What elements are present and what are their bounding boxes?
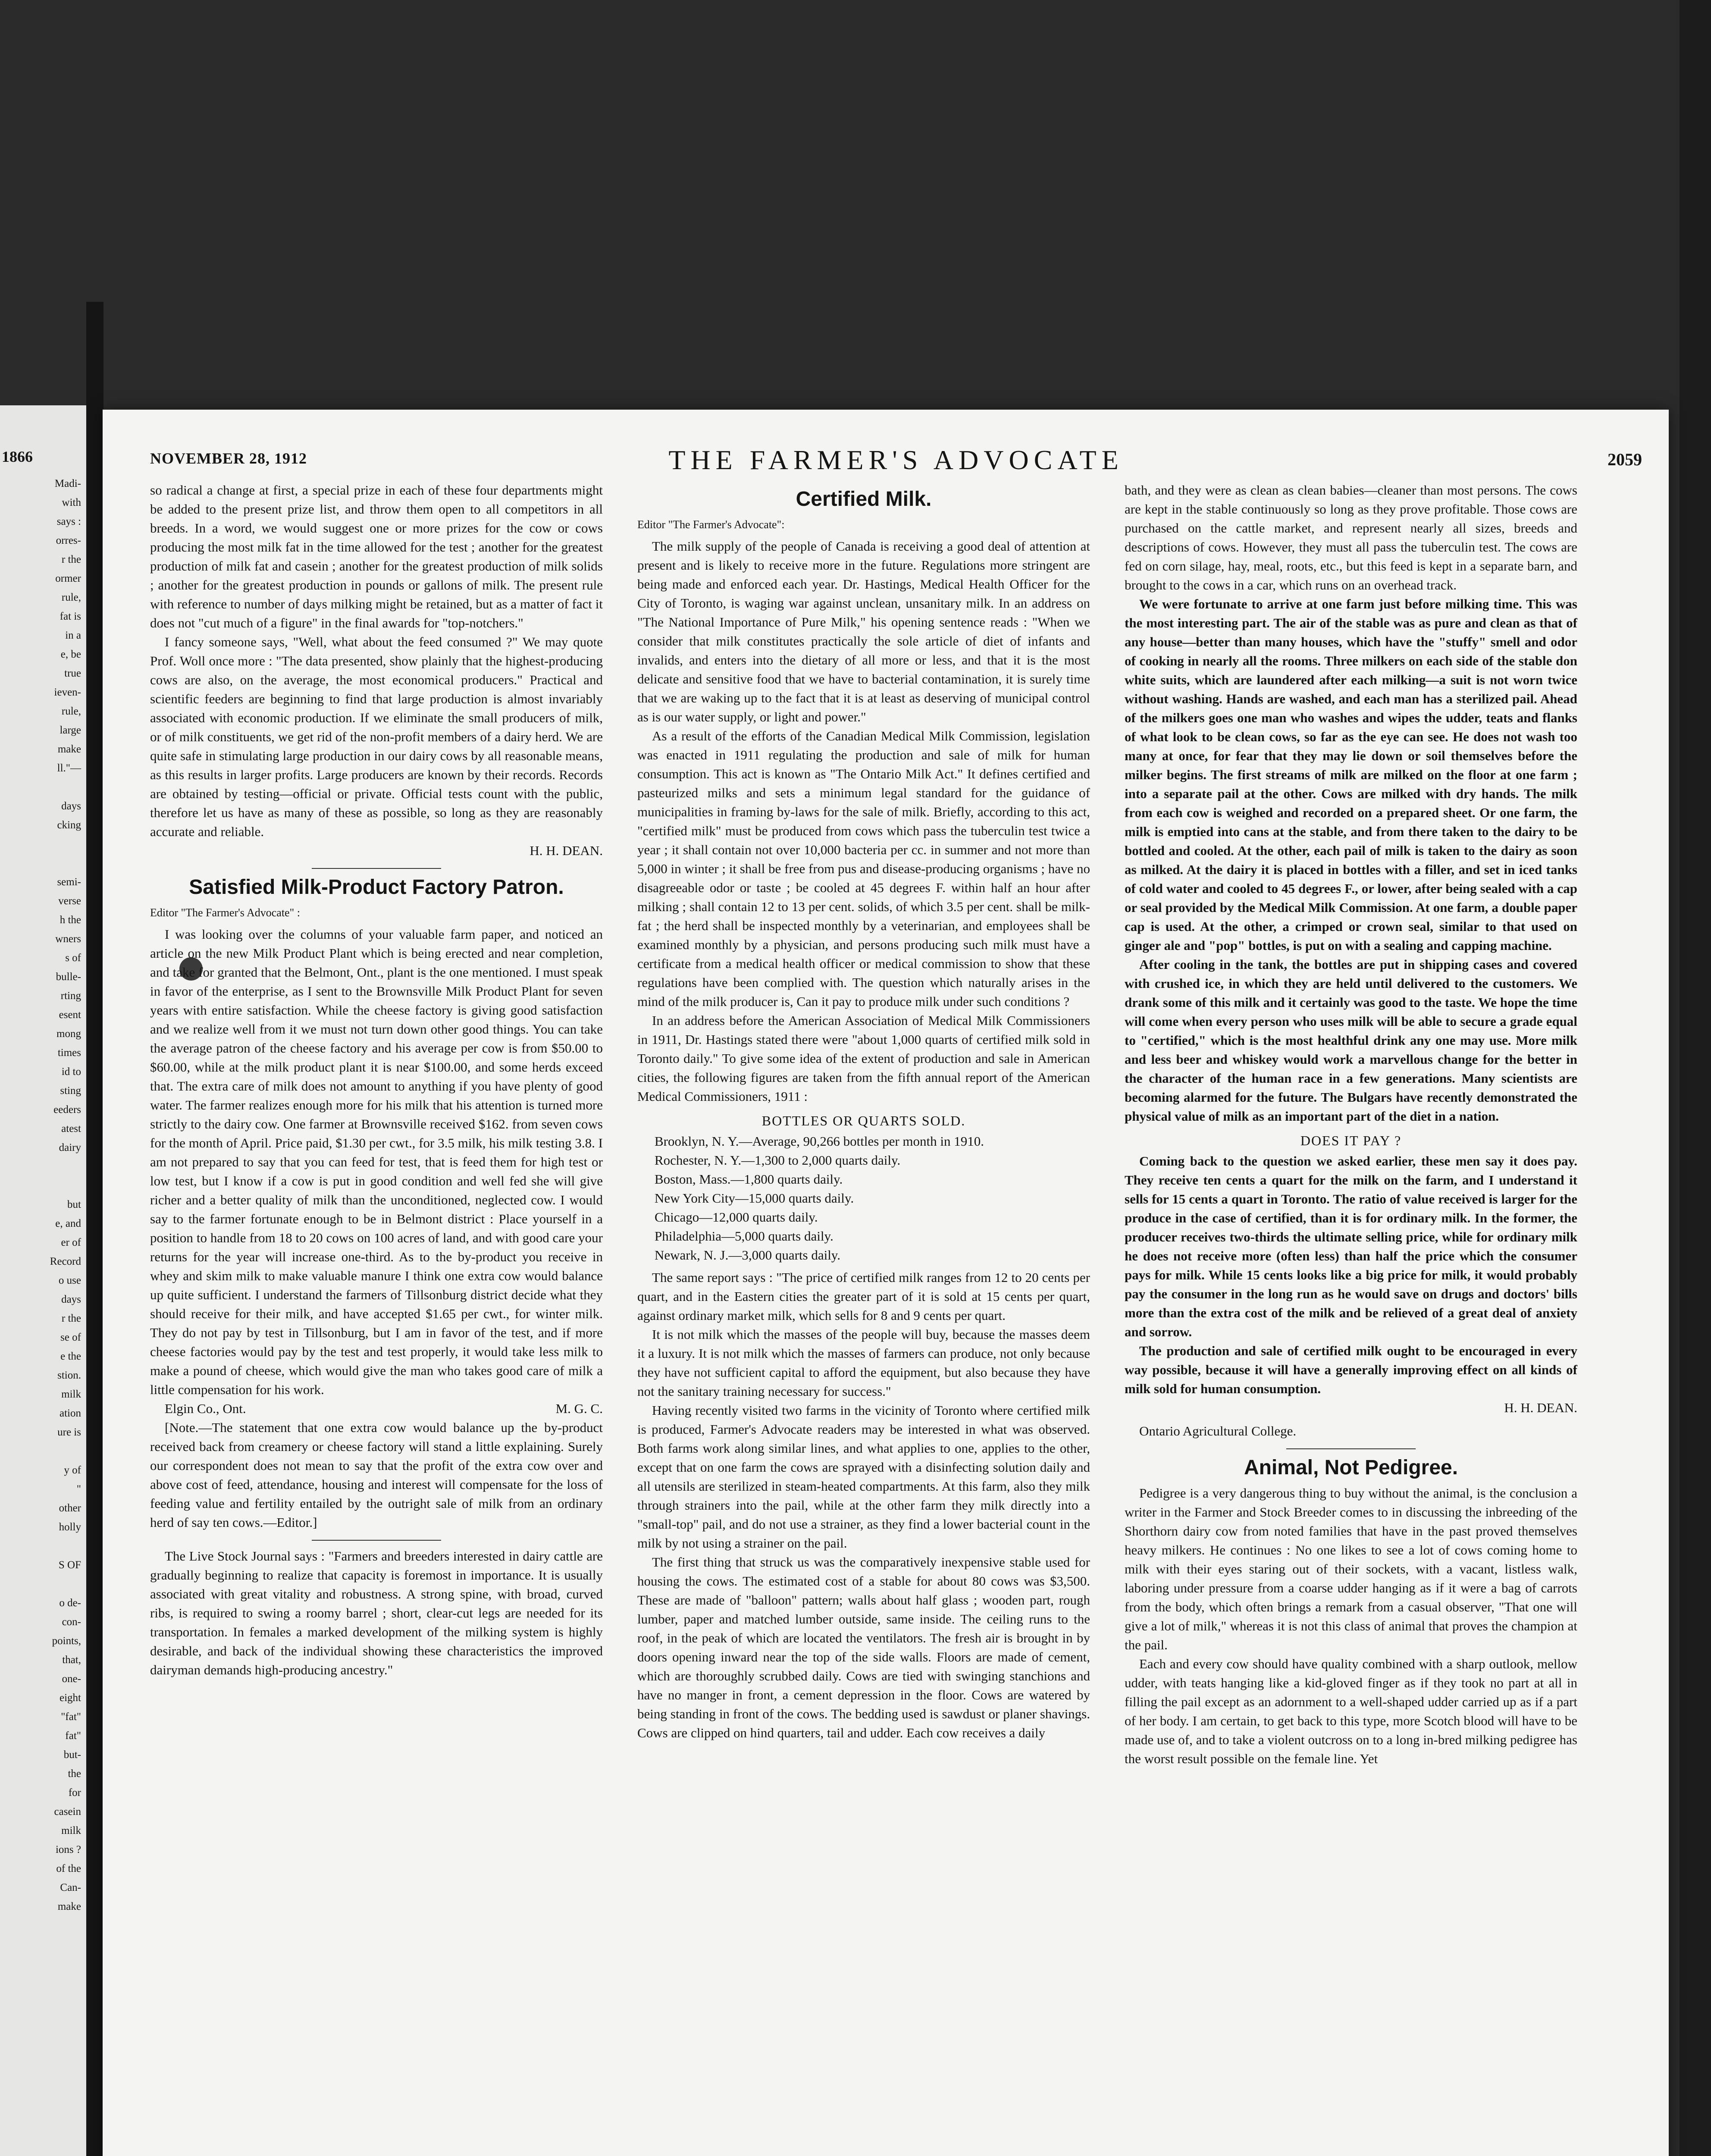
list-item: Boston, Mass.—1,800 quarts daily. [655, 1172, 843, 1187]
letter-signoff [150, 1399, 603, 1418]
adjacent-page-fragment-line: Madi- [54, 478, 81, 489]
article-headline-satisfied-patron: Satisfied Milk-Product Factory Patron. [189, 876, 564, 899]
section-divider [312, 868, 441, 869]
adjacent-page-fragment-line: in a [65, 630, 81, 641]
article-paragraph: Each and every cow should have quality combined with a sharp outlook, mellow udder, with teats hanging like a kid-gloved finger as if they took no part at all in filling the pail except as an adornment to a well-shaped udder carried up as if a part of her body. I am certain, to get back to this type, more Scotch blood will have to be made use of, and to take a violent outcross on to a long in-bred milking pedigree has the worst result possible on the female line. Yet [1125, 1656, 1577, 1766]
adjacent-page-fragment-line: fat" [65, 1730, 81, 1742]
author-location: Elgin Co., Ont. [165, 1401, 246, 1416]
adjacent-page-fragment-line: cking [57, 819, 81, 831]
adjacent-page-fragment-line: "fat" [61, 1711, 81, 1723]
adjacent-page-fragment-line: e, and [55, 1218, 81, 1229]
adjacent-page-fragment-line: milk [61, 1825, 81, 1836]
adjacent-page-fragment-line: days [61, 800, 81, 812]
adjacent-page-fragment-line: points, [52, 1635, 81, 1647]
adjacent-page-fragment-line: rule, [61, 592, 81, 603]
article-paragraph: It is not milk which the masses of the people will buy, because the masses deem it a luxury. It is not milk which the masses of farmers can produce, not only because they have not sufficient capital to afford the equipment, but also because they have not the sanitary training necessary for success." [637, 1327, 1090, 1399]
article-headline-certified-milk: Certified Milk. [796, 488, 932, 511]
adjacent-page-fragment-line: se of [60, 1332, 81, 1343]
adjacent-page-fragment-line: r the [61, 554, 81, 565]
adjacent-page-fragment-line: make [57, 1901, 81, 1912]
adjacent-page-fragment-line: ation [60, 1407, 81, 1419]
editor-note: [Note.—The statement that one extra cow would balance up the by-product received back from creamery or cheese factory will stand a little explaining. Surely our correspondent does not mean to say that the profit of the extra cow over and above cost of feed, attendance, housing and interest will compensate for the loss of feeding value and fertility entailed by the outright sale of milk from an ordinary herd of say ten cows.—Editor.] [150, 1420, 603, 1530]
adjacent-page-fragment-line: ure is [57, 1426, 81, 1438]
adjacent-page-fragment-line: dairy [59, 1142, 81, 1153]
article-paragraph: After cooling in the tank, the bottles are put in shipping cases and covered with crushed ice, in which they are held until delivered to the customers. We drank some of this milk and it certainly was good to the taste. We hope the time will come when every person who uses milk will be able to secure a grade equal to "certified," which is the most healthful drink any one may use. More milk and less beer and whiskey would work a marvellous change for the better in the character of the human race in a few generations. Many scientists are becoming alarmed for the future. The Bulgars have recently demonstrated the physical value of milk as an important part of the diet in a nation. [1125, 957, 1577, 1124]
adjacent-page-fragment-line: " [76, 1483, 81, 1495]
page-gutter [86, 302, 103, 2156]
section-subheading: DOES IT PAY ? [1300, 1133, 1402, 1148]
adjacent-page-fragment [0, 405, 86, 2156]
sales-figures-list [637, 1132, 1090, 1265]
adjacent-page-fragment-line: Record [50, 1256, 81, 1267]
author-signature: H. H. DEAN. [530, 843, 603, 858]
adjacent-page-fragment-line: but- [63, 1749, 81, 1761]
adjacent-page-fragment-line: true [64, 667, 81, 679]
adjacent-page-fragment-line: says : [56, 516, 81, 527]
issue-date: NOVEMBER 28, 1912 [150, 450, 307, 467]
adjacent-page-fragment-line: ieven- [54, 686, 81, 698]
list-item: Brooklyn, N. Y.—Average, 90,266 bottles per month in 1910. [655, 1134, 984, 1149]
adjacent-page-fragment-line: o de- [59, 1597, 81, 1609]
adjacent-page-fragment-line: for [68, 1787, 81, 1799]
adjacent-page-fragment-line: y of [64, 1464, 81, 1476]
section-divider [1286, 1448, 1416, 1449]
article-paragraph: Coming back to the question we asked earlier, these men say it does pay. They receive ten cents a quart for the milk on the farm, and I understand it sells for 15 cents a quart in Toronto. The ratio of value received is larger for the produce in the case of certified, than it is for ordinary milk. In the former, the producer receives two-thirds the ultimate selling price, while for ordinary milk he does not receive more (often less) than half the price which the consumer pays for milk. While 15 cents looks like a big price for milk, it would probably pay the consumer in the long run as he would save on drugs and doctors' bills more than the extra cost of the milk and be relieved of a great deal of anxiety and sorrow. [1125, 1153, 1577, 1339]
masthead-title: THE FARMER'S ADVOCATE [668, 445, 1124, 475]
adjacent-page-fragment-line: make [57, 743, 81, 755]
adjacent-page-fragment-line: ions ? [55, 1844, 81, 1855]
article-paragraph: As a result of the efforts of the Canadian Medical Milk Commission, legislation was enacted in 1911 regulating the production and sale of milk for human consumption. This act is known as "The Ontario Milk Act." It defines certified and pasteurized milks and sets a minimum legal standard for the guidance of municipalities in framing by-laws for the sale of milk. Briefly, according to this act, "certified milk" must be produced from cows which pass the tuberculin test twice a year ; it shall contain not over 10,000 bacteria per cc. in summer and not more than 5,000 in winter ; it shall be free from pus and disease-producing organisms ; have no disagreeable odor or taste ; be cooled at 45 degrees F. within half an hour after milking ; shall contain 12 to 13 per cent. solids, of which 3.5 per cent. shall be milk-fat ; the herd shall be inspected monthly by a veterinarian, and employees shall be examined monthly by a physician, and persons producing such milk must have a certificate from a medical health officer or medical commission to show that these regulations have been complied with. The question which naturally arises in the mind of the milk producer is, Can it pay to produce milk under such conditions ? [637, 728, 1090, 1009]
adjacent-page-fragment-line: rule, [61, 705, 81, 717]
article-paragraph: In an address before the American Association of Medical Milk Commissioners in 1911, Dr. Hastings stated there were "about 1,000 quarts of certified milk sold in Toronto daily." To give some idea of the extent of production and sale in American cities, the following figures are taken from the fifth annual report of the American Medical Commissioners, 1911 : [637, 1013, 1090, 1104]
article-paragraph: I fancy someone says, "Well, what about the feed consumed ?" We may quote Prof. Woll once more : "The data presented, show plainly that the highest-producing cows are also, on the average, the most economical producers." Practical and scientific feeders are beginning to find that large production is almost invariably associated with economic production. If we eliminate the small producers of milk, or of milk constituents, we get rid of the non-profit members of a dairy herd. We are quite safe in stimulating large production in our dairy cows by all reasonable means, as this results in larger profits. Large producers are known by their records. Records are obtained by testing—official or private. Official tests count with the public, therefore let us have as many of these as possible, so long as they are reasonably accurate and reliable. [150, 634, 603, 839]
adjacent-page-fragment-line: orres- [56, 535, 81, 546]
article-paragraph: Pedigree is a very dangerous thing to buy without the animal, is the conclusion a writer in the Farmer and Stock Breeder comes to in discussing the inbreeding of the Shorthorn dairy cow from noted families that have in the past proved themselves heavy milkers. He continues : No one likes to see a lot of cows coming home to milk with their eyes staring out of their sockets, with a vacant, listless walk, laboring under pressure from a coarse udder hanging as if it were a bag of carrots from the body, which often brings a remark from a casual observer, "That one will give a lot of milk," whereas it is not this class of animal that proves the champion at the pail. [1125, 1485, 1577, 1652]
author-signature: H. H. DEAN. [1504, 1400, 1577, 1415]
adjacent-page-fragment-line: id to [61, 1066, 81, 1078]
article-paragraph: We were fortunate to arrive at one farm just before milking time. This was the most interesting part. The air of the stable was as pure and clean as that of any house—better than many houses, which have the "stuffy" smell and odor of cooking in nearly all the rooms. Three milkers on each side of the stable don white suits, which are laundered after each milking—a suit is not worn twice without washing. Hands are washed, and each man has a sterilized pail. Ahead of the milkers goes one man who washes and wipes the udder, teats and flanks of what look to be clean cows, so far as the eye can see. He does not wash too many at once, for fear that they may lie down or soil themselves before the milker begins. The first streams of milk are milked on the floor at one farm ; into a separate pail at the other. Cows are milked with dry hands. The milk from each cow is weighed and recorded on a prepared sheet. Or one farm, the milk is emptied into cans at the stable, and from there taken to the dairy to be bottled and cooled. At the other, each pail of milk is taken to the dairy as soon as milked. At the dairy it is placed in bottles with a filler, and set in iced tanks of cold water and cooled to 45 degrees F., or lower, after being sealed with a cap or seal provided by the Medical Milk Commission. At one farm, a double paper cap is used. At the other, a crimped or crown seal, similar to that used on ginger ale and "pop" bottles, is put on with a sealing and capping machine. [1125, 596, 1577, 953]
adjacent-page-fragment-line: stion. [57, 1369, 81, 1381]
letter-salutation: Editor "The Farmer's Advocate" : [150, 906, 300, 919]
adjacent-page-fragment-line: times [57, 1047, 81, 1059]
letter-salutation: Editor "The Farmer's Advocate": [637, 518, 785, 531]
adjacent-page-fragment-line: verse [58, 895, 81, 907]
adjacent-page-fragment-line: e, be [60, 649, 81, 660]
author-affiliation: Ontario Agricultural College. [1139, 1423, 1297, 1438]
adjacent-page-fragment-line: but [67, 1199, 81, 1210]
adjacent-page-fragment-line: the [68, 1768, 81, 1780]
adjacent-page-fragment-line: that, [62, 1654, 81, 1666]
adjacent-page-fragment-line: of the [56, 1863, 81, 1874]
column-middle [637, 481, 1090, 1742]
article-paragraph: bath, and they were as clean as clean babies—cleaner than most persons. The cows are kept in the stable continuously so long as they prove profitable. Those cows are purchased on the cattle market, and represent nearly all sizes, breeds and descriptions of cows. However, they must all pass the tuberculin test. The cows are fed on corn silage, hay, meal, roots, etc., but this feed is kept in a separate barn, and brought to the cows in a car, which runs on an overhead track. [1125, 483, 1577, 592]
page-number: 2059 [1608, 450, 1642, 469]
adjacent-page-fragment-line: esent [59, 1009, 81, 1021]
adjacent-page-fragment-line: ormer [55, 573, 81, 584]
adjacent-page-fragment-line: rting [60, 990, 81, 1002]
adjacent-page-fragment-line: r the [61, 1313, 81, 1324]
adjacent-page-fragment-line: mong [56, 1028, 81, 1040]
adjacent-page-fragment-line: milk [61, 1388, 81, 1400]
adjacent-page-fragment-line: s of [65, 952, 81, 964]
column-right [1125, 481, 1577, 1768]
adjacent-page-fragment-line: eight [60, 1692, 81, 1704]
article-headline-animal-not-pedigree: Animal, Not Pedigree. [1244, 1456, 1458, 1479]
article-paragraph: I was looking over the columns of your valuable farm paper, and noticed an article on the new Milk Product Plant which is being erected and near completion, and take for granted that the Belmont, Ont., plant is the one mentioned. I must speak in favor of the enterprise, as I sent to the Brownsville Milk Product Plant for seven years with entire satisfaction. While the cheese factory is giving good satisfaction and we realize well from it we must not turn down other good things. You can take the average patron of the cheese factory and his average per cow is from $50.00 to $60.00, while at the milk product plant it is near $100.00, and some herds exceed that. The extra care of milk does not amount to anything if you have plenty of good water. The farmer realizes enough more for his milk that his attention is turned more strictly to the dairy cow. One farmer at Brownsville received $162. from seven cows for the month of April. Price paid, $1.30 per cwt., for 3.5 milk, his milk testing 3.8. I am not prepared to say that you can feed for test, that is feed them for high test or low test, but I know if a cow is put in good condition and well fed she will give richer and a better quality of milk than the unconditioned, neglected cow. I would say to the farmer fortunate enough to be in Belmont district : Place yourself in a position to handle from 18 to 20 cows on 100 acres of land, and with good care your returns for the year will increase one-third. As to the by-product you receive in whey and skim milk to make valuable manure I think one extra cow would balance up quite sufficient. I understand the farmers of Tillsonburg district decide what they should receive for their milk, and have accepted $1.65 per cwt., for winter milk. They do not pay by test in Tillsonburg, but I am in favor of the test, and if more cheese factories would pay by the test and test properly, it would take less milk to make a pound of cheese, which would give the man who takes good care of milk a little compensation for his work. [150, 927, 603, 1397]
article-paragraph: so radical a change at first, a special prize in each of these four departments might be added to the present prize list, and throw them open to all competitors in all breeds. In a word, we would suggest one or more prizes for the cow or cows producing the most milk fat in the time allowed for the test ; another for the greatest production of milk fat and casein ; another for the greatest production of milk solids ; another for the greatest production in pounds or gallons of milk. The present rule with reference to number of days milking might be retained, but as a matter of fact it does not "cut much of a figure" in the final awards for "top-notchers." [150, 483, 603, 630]
newspaper-page [103, 410, 1669, 2156]
article-paragraph: The first thing that struck us was the comparatively inexpensive stable used for housing the cows. The estimated cost of a stable for about 80 cows was $3,500. These are made of "balloon" pattern; walls about half glass ; wooden part, rough lumber, paper and matched lumber outside, same inside. The ceiling runs to the roof, in the peak of which are located the ventilators. The fresh air is brought in by doors opening inward near the top of the side walls. Floors are made of cement, which are thoroughly scrubbed daily. Cows are tied with swinging stanchions and have no manger in front, a cement depression in the floor. Cows are watered by being standing in front of the cows. The bedding used is sawdust or planer shavings. Cows are clipped on hind quarters, tail and udder. Each cow receives a daily [637, 1554, 1090, 1740]
adjacent-page-fragment-line: er of [61, 1237, 81, 1248]
article-paragraph: The same report says : "The price of certified milk ranges from 12 to 20 cents per quart, and in the Eastern cities the greater part of it is sold at 15 cents per quart, against ordinary market milk, which sells for 8 and 9 cents per quart. [637, 1270, 1090, 1323]
adjacent-page-fragment-line: o use [58, 1275, 81, 1286]
section-divider [312, 1540, 441, 1541]
list-item: New York City—15,000 quarts daily. [655, 1191, 854, 1206]
adjacent-page-fragment-line: sting [60, 1085, 81, 1097]
adjacent-page-fragment-line: atest [61, 1123, 81, 1134]
adjacent-page-fragment-line: h the [60, 914, 81, 926]
adjacent-page-fragment-line: wners [55, 933, 81, 945]
adjacent-page-fragment-line: casein [54, 1806, 81, 1818]
column-left [150, 481, 603, 1680]
list-item: Chicago—12,000 quarts daily. [655, 1210, 818, 1225]
section-subheading: BOTTLES OR QUARTS SOLD. [761, 1113, 966, 1128]
adjacent-page-fragment-line: fat is [60, 611, 81, 622]
article-paragraph: The milk supply of the people of Canada is receiving a good deal of attention at present and is likely to receive more in the future. Regulations more stringent are being made and enforced each year. Dr. Hastings, Medical Health Officer for the City of Toronto, is waging war against unclean, unsanitary milk. In an address on "The National Importance of Pure Milk," his opening sentence reads : "When we consider that milk constitutes practically the sole article of diet of infants and invalids, and enters into the dietary of all more or less, and that it is the most delicate and sensitive food that we have to bacterial contamination, it is surely time that we are waking up to the fact that it is at least as deserving of municipal control as is our water supply, or light and power." [637, 539, 1090, 724]
adjacent-page-fragment-line: other [59, 1502, 81, 1514]
running-head [150, 444, 1642, 479]
adjacent-page-fragment-line: eeders [53, 1104, 81, 1116]
author-initials: M. G. C. [555, 1401, 603, 1416]
adjacent-page-fragment-line: one- [62, 1673, 81, 1685]
adjacent-page-fragment-line: days [61, 1294, 81, 1305]
article-paragraph: Having recently visited two farms in the vicinity of Toronto where certified milk is produced, Farmer's Advocate readers may be interested in what was observed. Both farms work along similar lines, and what applies to one, applies to the other, except that on one farm the cows are sprayed with a disinfecting solution daily and all utensils are sterilized in steam-heated compartments. At this farm, also they milk through strainers into the pail, while at the other farm they milk directly into a "small-top" pail, and do not use a strainer, as they find a lower bacterial count in the milk by not using a strainer on the pail. [637, 1403, 1090, 1551]
adjacent-page-number: 1866 [2, 448, 33, 465]
adjacent-page-fragment-line: ll."— [57, 762, 81, 774]
list-item: Newark, N. J.—3,000 quarts daily. [655, 1247, 841, 1263]
adjacent-page-fragment-line: con- [62, 1616, 81, 1628]
adjacent-page-fragment-line: large [60, 724, 81, 736]
article-paragraph: The Live Stock Journal says : "Farmers and breeders interested in dairy cattle are gradually beginning to realize that capacity is foremost in importance. It is usually associated with great vitality and robustness. A strong spine, with broad, curved ribs, is required to swing a roomy barrel ; short, clear-cut legs are needed for its transportation. In females a marked development of the milking system is highly desirable, and back of the individual showing these characteristics the improved dairyman demands high-producing ancestry." [150, 1548, 603, 1677]
adjacent-page-fragment-line: S OF [58, 1559, 81, 1571]
binding-edge [1680, 0, 1711, 2156]
adjacent-page-fragment-line: with [62, 497, 81, 508]
list-item: Philadelphia—5,000 quarts daily. [655, 1228, 834, 1244]
adjacent-page-fragment-line: e the [60, 1351, 81, 1362]
adjacent-page-fragment-line: semi- [57, 876, 81, 888]
adjacent-page-fragment-line: bulle- [56, 971, 81, 983]
adjacent-page-fragment-line: holly [59, 1521, 81, 1533]
adjacent-page-fragment-line: Can- [60, 1882, 81, 1893]
list-item: Rochester, N. Y.—1,300 to 2,000 quarts daily. [655, 1153, 901, 1168]
article-paragraph: The production and sale of certified milk ought to be encouraged in every way possible, because it will have a generally improving effect on all kinds of milk sold for human consumption. [1125, 1343, 1577, 1396]
